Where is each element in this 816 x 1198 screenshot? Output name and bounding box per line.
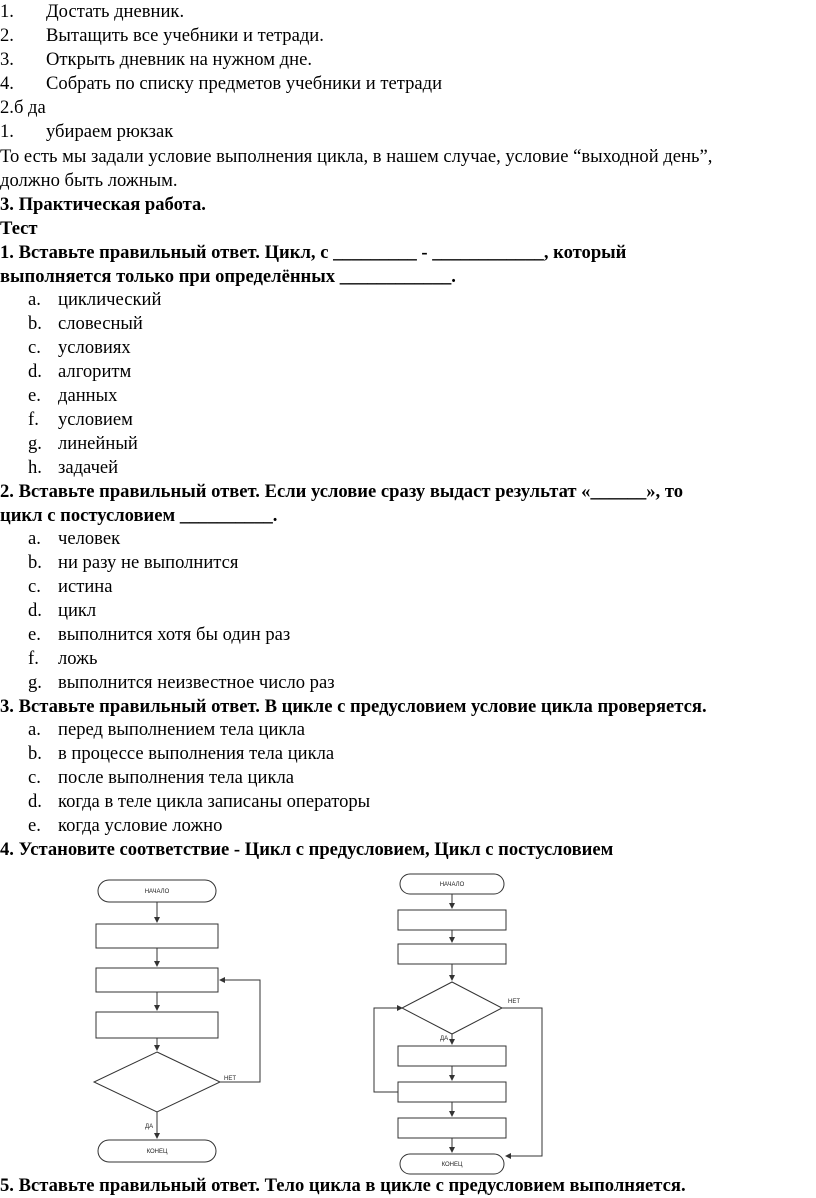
option-letter: b. xyxy=(28,552,42,573)
step-number: 1. xyxy=(0,121,14,142)
step-number: 1. xyxy=(0,1,14,22)
start-label: НАЧАЛО xyxy=(439,882,465,888)
step-number: 3. xyxy=(0,49,14,70)
option-letter: g. xyxy=(28,433,42,454)
question-1-line-1: 1. Вставьте правильный ответ. Цикл, с _________ - ____________, который xyxy=(0,242,627,263)
option-text: алгоритм xyxy=(58,361,132,382)
option-letter: f. xyxy=(28,648,39,669)
option-text: линейный xyxy=(58,433,138,454)
question-1-line-2: выполняется только при определённых ____________. xyxy=(0,266,456,287)
condition-diamond xyxy=(94,1052,220,1112)
process-box xyxy=(398,1082,506,1102)
option-text: условиях xyxy=(58,337,131,358)
option-text: в процессе выполнения тела цикла xyxy=(58,743,335,764)
step-text: Собрать по списку предметов учебники и тетради xyxy=(46,73,443,94)
question-2-line-1: 2. Вставьте правильный ответ. Если условие сразу выдаст результат «______», то xyxy=(0,481,684,502)
step-number: 4. xyxy=(0,73,14,94)
process-box xyxy=(96,968,218,992)
paragraph-line-2: должно быть ложным. xyxy=(0,170,178,191)
option-letter: c. xyxy=(28,576,41,597)
option-letter: a. xyxy=(28,719,41,740)
option-letter: e. xyxy=(28,385,41,406)
option-letter: d. xyxy=(28,600,42,621)
process-box xyxy=(96,1012,218,1038)
question-2-line-2: цикл с постусловием __________. xyxy=(0,505,278,526)
option-letter: e. xyxy=(28,624,41,645)
process-box xyxy=(398,910,506,930)
option-text: когда условие ложно xyxy=(58,815,223,836)
end-label: КОНЕЦ xyxy=(146,1149,168,1155)
option-text: словесный xyxy=(58,313,143,334)
step-text: убираем рюкзак xyxy=(46,121,174,142)
yes-label: ДА xyxy=(440,1036,449,1042)
option-text: после выполнения тела цикла xyxy=(58,767,295,788)
option-text: ложь xyxy=(58,648,98,669)
option-text: циклический xyxy=(58,289,162,310)
option-text: задачей xyxy=(58,457,119,478)
flowchart-postcondition xyxy=(90,874,280,1170)
option-letter: b. xyxy=(28,743,42,764)
option-text: человек xyxy=(58,528,121,549)
option-letter: f. xyxy=(28,409,39,430)
section-title: 3. Практическая работа. xyxy=(0,194,206,215)
option-text: данных xyxy=(58,385,118,406)
paragraph-line-1: То есть мы задали условие выполнения цикла, в нашем случае, условие “выходной день”, xyxy=(0,146,713,167)
process-box xyxy=(398,944,506,964)
option-letter: c. xyxy=(28,767,41,788)
option-letter: a. xyxy=(28,528,41,549)
option-letter: c. xyxy=(28,337,41,358)
option-text: когда в теле цикла записаны операторы xyxy=(58,791,371,812)
step-number: 2. xyxy=(0,25,14,46)
process-box xyxy=(398,1118,506,1138)
yes-label: ДА xyxy=(145,1124,154,1130)
step-text: Вытащить все учебники и тетради. xyxy=(46,25,324,46)
option-text: выполнится неизвестное число раз xyxy=(58,672,335,693)
option-letter: h. xyxy=(28,457,42,478)
option-text: выполнится хотя бы один раз xyxy=(58,624,291,645)
no-label: НЕТ xyxy=(224,1076,236,1082)
step-text: Достать дневник. xyxy=(46,1,185,22)
no-label: НЕТ xyxy=(508,999,520,1005)
test-title: Тест xyxy=(0,218,38,239)
question-5-line-1: 5. Вставьте правильный ответ. Тело цикла в цикле с предусловием выполняется. xyxy=(0,1175,686,1196)
option-letter: d. xyxy=(28,361,42,382)
step-text: Открыть дневник на нужном дне. xyxy=(46,49,312,70)
option-letter: g. xyxy=(28,672,42,693)
end-label: КОНЕЦ xyxy=(441,1162,463,1168)
option-text: ни разу не выполнится xyxy=(58,552,239,573)
option-letter: a. xyxy=(28,289,41,310)
option-letter: b. xyxy=(28,313,42,334)
flowchart-precondition xyxy=(368,872,550,1176)
start-label: НАЧАЛО xyxy=(144,889,170,895)
process-box xyxy=(398,1046,506,1066)
condition-diamond xyxy=(402,982,502,1034)
process-box xyxy=(96,924,218,948)
option-text: перед выполнением тела цикла xyxy=(58,719,305,740)
option-letter: d. xyxy=(28,791,42,812)
option-text: истина xyxy=(58,576,113,597)
answer-line: 2.б да xyxy=(0,97,46,118)
option-text: условием xyxy=(58,409,133,430)
option-text: цикл xyxy=(58,600,97,621)
option-letter: e. xyxy=(28,815,41,836)
question-3-line-1: 3. Вставьте правильный ответ. В цикле с предусловием условие цикла проверяется. xyxy=(0,696,707,717)
question-4-line-1: 4. Установите соответствие - Цикл с предусловием, Цикл с постусловием xyxy=(0,839,614,860)
